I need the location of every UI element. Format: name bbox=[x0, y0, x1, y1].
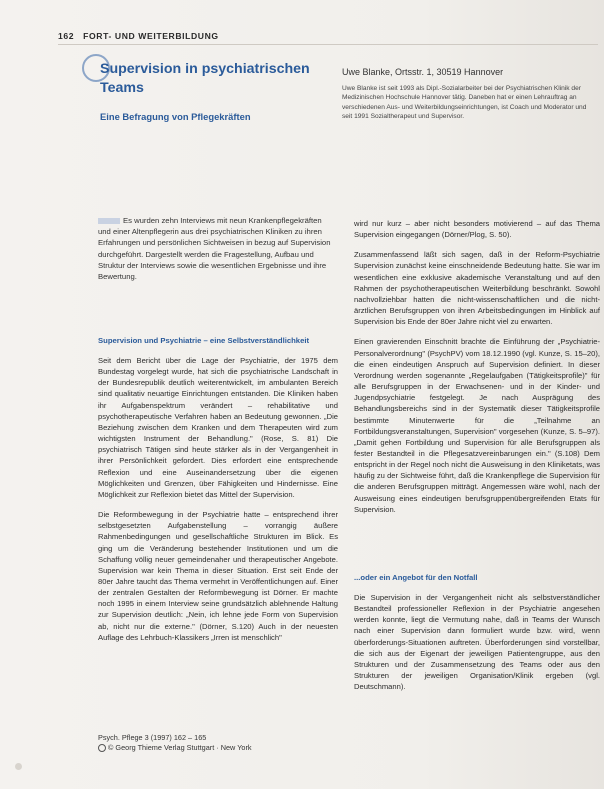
abstract-marker bbox=[98, 218, 120, 224]
paragraph: Seit dem Bericht über die Lage der Psychiatrie, der 1975 dem Bundestag vorgelegt wurde, hat sich die psychiatrische Landschaft in der Bundesrepublik deutlich weiterentwickelt, im ambulanten Bereich sind qualitativ neuartige Einrichtungen entstanden. Die Kliniken haben ihr Aufgabenspektrum verändert – rehabilitative und psychotherapeutische Verfahren haben an Bedeutung gewonnen. „Die Beziehung zwischen dem Kranken und dem Therapeuten wird zum wichtigsten Instrument der Behandlung." (Rose, S. 81) Die psychiatrisch Tätigen sind heute stärker als in der Vergangenheit in ihrer Persönlichkeit gefordert. Dies erfordert eine entsprechende Reflexion und eine Auseinandersetzung über die eigenen Möglichkeiten und Grenzen, über Fähigkeiten und Hindernisse. Eine Möglichkeit zur Reflexion bietet das Mittel der Supervision. bbox=[98, 356, 338, 499]
running-head bbox=[58, 31, 219, 41]
paragraph: Die Reformbewegung in der Psychiatrie hatte – entsprechend ihrer selbstgesetzten Aufgabenstellung – vorrangig äußere Rahmenbedingungen und gesellschaftliche Strukturen im Blick. Es ging um die Veränderung bestehender Institutionen und um die Schaffung völlig neuer gemeindenaher und therapeutischer Angebote. Supervision war kein Thema in dieser Situation. Erst seit Ende der 80er Jahre taucht das Thema vermehrt in Veröffentlichungen auf. Einer der zentralen Gestalten der Reformbewegung ist Dörner. Er machte noch 1995 in einem Interview seine grundsätzlich ablehnende Haltung zur Supervision deutlich: „Nein, ich lehne jede Form von Supervision ab, nicht nur die externe." (Dörner, S.120) Auch in der neuesten Auflage des Lehrbuch-Klassikers „Irren ist menschlich" bbox=[98, 510, 338, 642]
left-column bbox=[98, 335, 338, 652]
paragraph: Die Supervision in der Vergangenheit nicht als selbstverständlicher Bestandteil professioneller Reflexion in der Psychiatrie angesehen werden konnte, liegt die Vermutung nahe, daß in Teams der Wunsch nach einer Supervision dann formuliert wurde bzw. wird, wenn überforderungs-Situationen auftreten. Überforderungen sind vorstellbar, die sich aus der Eigenart der jeweiligen Patientengruppe, aus den Strukturen und der Zusammensetzung des Teams oder aus den Strukturen der jeweiligen Organisation/Klinik ergeben (vgl. Deutschmann). bbox=[354, 593, 600, 692]
article-title: Supervision in psychiatrischen Teams bbox=[100, 61, 310, 96]
right-column bbox=[354, 218, 600, 524]
paragraph: Zusammenfassend läßt sich sagen, daß in der Reform-Psychiatrie Supervision zunächst keine einschneidende Bedeutung hatte. Sie war im wesentlichen eine exklusive akademische Veranstaltung und auf den Rahmen der psychotherapeutischen Weiterbildung beschränkt. Sowohl nachvollziehbar hatten die nicht-wissenschaftlichen und die nicht-ärztlichen Berufsgruppen von ihren Arbeitsbedingungen im Hinblick auf Supervision bis Ende der 80er Jahre nicht viel zu erwarten. bbox=[354, 250, 600, 327]
journal-citation: Psych. Pflege 3 (1997) 162 – 165 bbox=[98, 733, 207, 742]
article-subtitle: Eine Befragung von Pflegekräften bbox=[100, 111, 251, 122]
right-column-continued bbox=[354, 592, 600, 701]
header-rule bbox=[58, 44, 598, 45]
section-name: FORT- UND WEITERBILDUNG bbox=[83, 31, 219, 41]
punch-hole bbox=[15, 763, 22, 770]
page-number: 162 bbox=[58, 31, 75, 41]
author-bio: Uwe Blanke ist seit 1993 als Dipl.-Sozialarbeiter bei der Psychiatrischen Klinik der Medizinischen Hochschule Hannover tätig. Daneben hat er einen Lehrauftrag an verschiedenen Aus- und Weiterbildungseinrichtungen, ist Coach und Moderator und seit 1991 Sozialtherapeut und Supervisor. bbox=[342, 85, 587, 121]
publisher-line: © Georg Thieme Verlag Stuttgart · New York bbox=[108, 743, 252, 752]
paragraph: Einen gravierenden Einschnitt brachte die Einführung der „Psychiatrie-Personalverordnung" (PsychPV) vom 18.12.1990 (vgl. Kunze, S. 15–20), die einen eindeutigen Anspruch auf Supervision definiert. In dieser Verordnung werden sogenannte „Regelaufgaben (Tätigkeitsprofile)" für alle Berufsgruppen in der Erwachsenen- und in der Kinder- und Jugendpsychiatrie festgelegt. Je nach Ausprägung des Behandlungsbereichs sind in der Systematik dieser Tätigkeitsprofile bestimmte Minutenwerte für die „Teilnahme an Fortbildungsveranstaltungen, Supervision" vorgesehen (Kunze, S. 5–97). „Damit gehen Fortbildung und Supervision für alle Berufsgruppen als fester Bestandteil in die Pflegesatzvereinbarungen ein." (S.108) Dem entspricht in der Regel noch nicht die Ausweisung in den Kliniketats, was häufig zu der Sichtweise führt, daß die Krankenpflege die Supervision für die anderen Berufsgruppen mitträgt. Angemessen wäre wohl, nach der Ausweisung eines eindeutigen berufsgruppenübergreifenden Etats für Supervision. bbox=[354, 337, 600, 514]
abstract bbox=[98, 215, 334, 282]
paragraph: wird nur kurz – aber nicht besonders motivierend – auf das Thema Supervision eingegangen (Dörner/Plog, S. 50). bbox=[354, 219, 600, 240]
section-heading-right: ...oder ein Angebot für den Notfall bbox=[354, 573, 478, 582]
footer bbox=[98, 733, 252, 753]
author-address: Uwe Blanke, Ortsstr. 1, 30519 Hannover bbox=[342, 67, 504, 77]
abstract-text: Es wurden zehn Interviews mit neun Krankenpflegekräften und einer Altenpflegerin aus drei psychiatrischen Kliniken zu ihren Erfahrungen und persönlichen Sichtweisen in bezug auf Supervision durchgeführt. Dargestellt werden die Fragestellung, Aufbau und Struktur der Interviews sowie die wesentlichen Ergebnisse und ihre Bewertung. bbox=[98, 216, 331, 282]
section-heading-left: Supervision und Psychiatrie – eine Selbstverständlichkeit bbox=[98, 336, 310, 345]
publisher-logo-icon bbox=[98, 744, 106, 752]
